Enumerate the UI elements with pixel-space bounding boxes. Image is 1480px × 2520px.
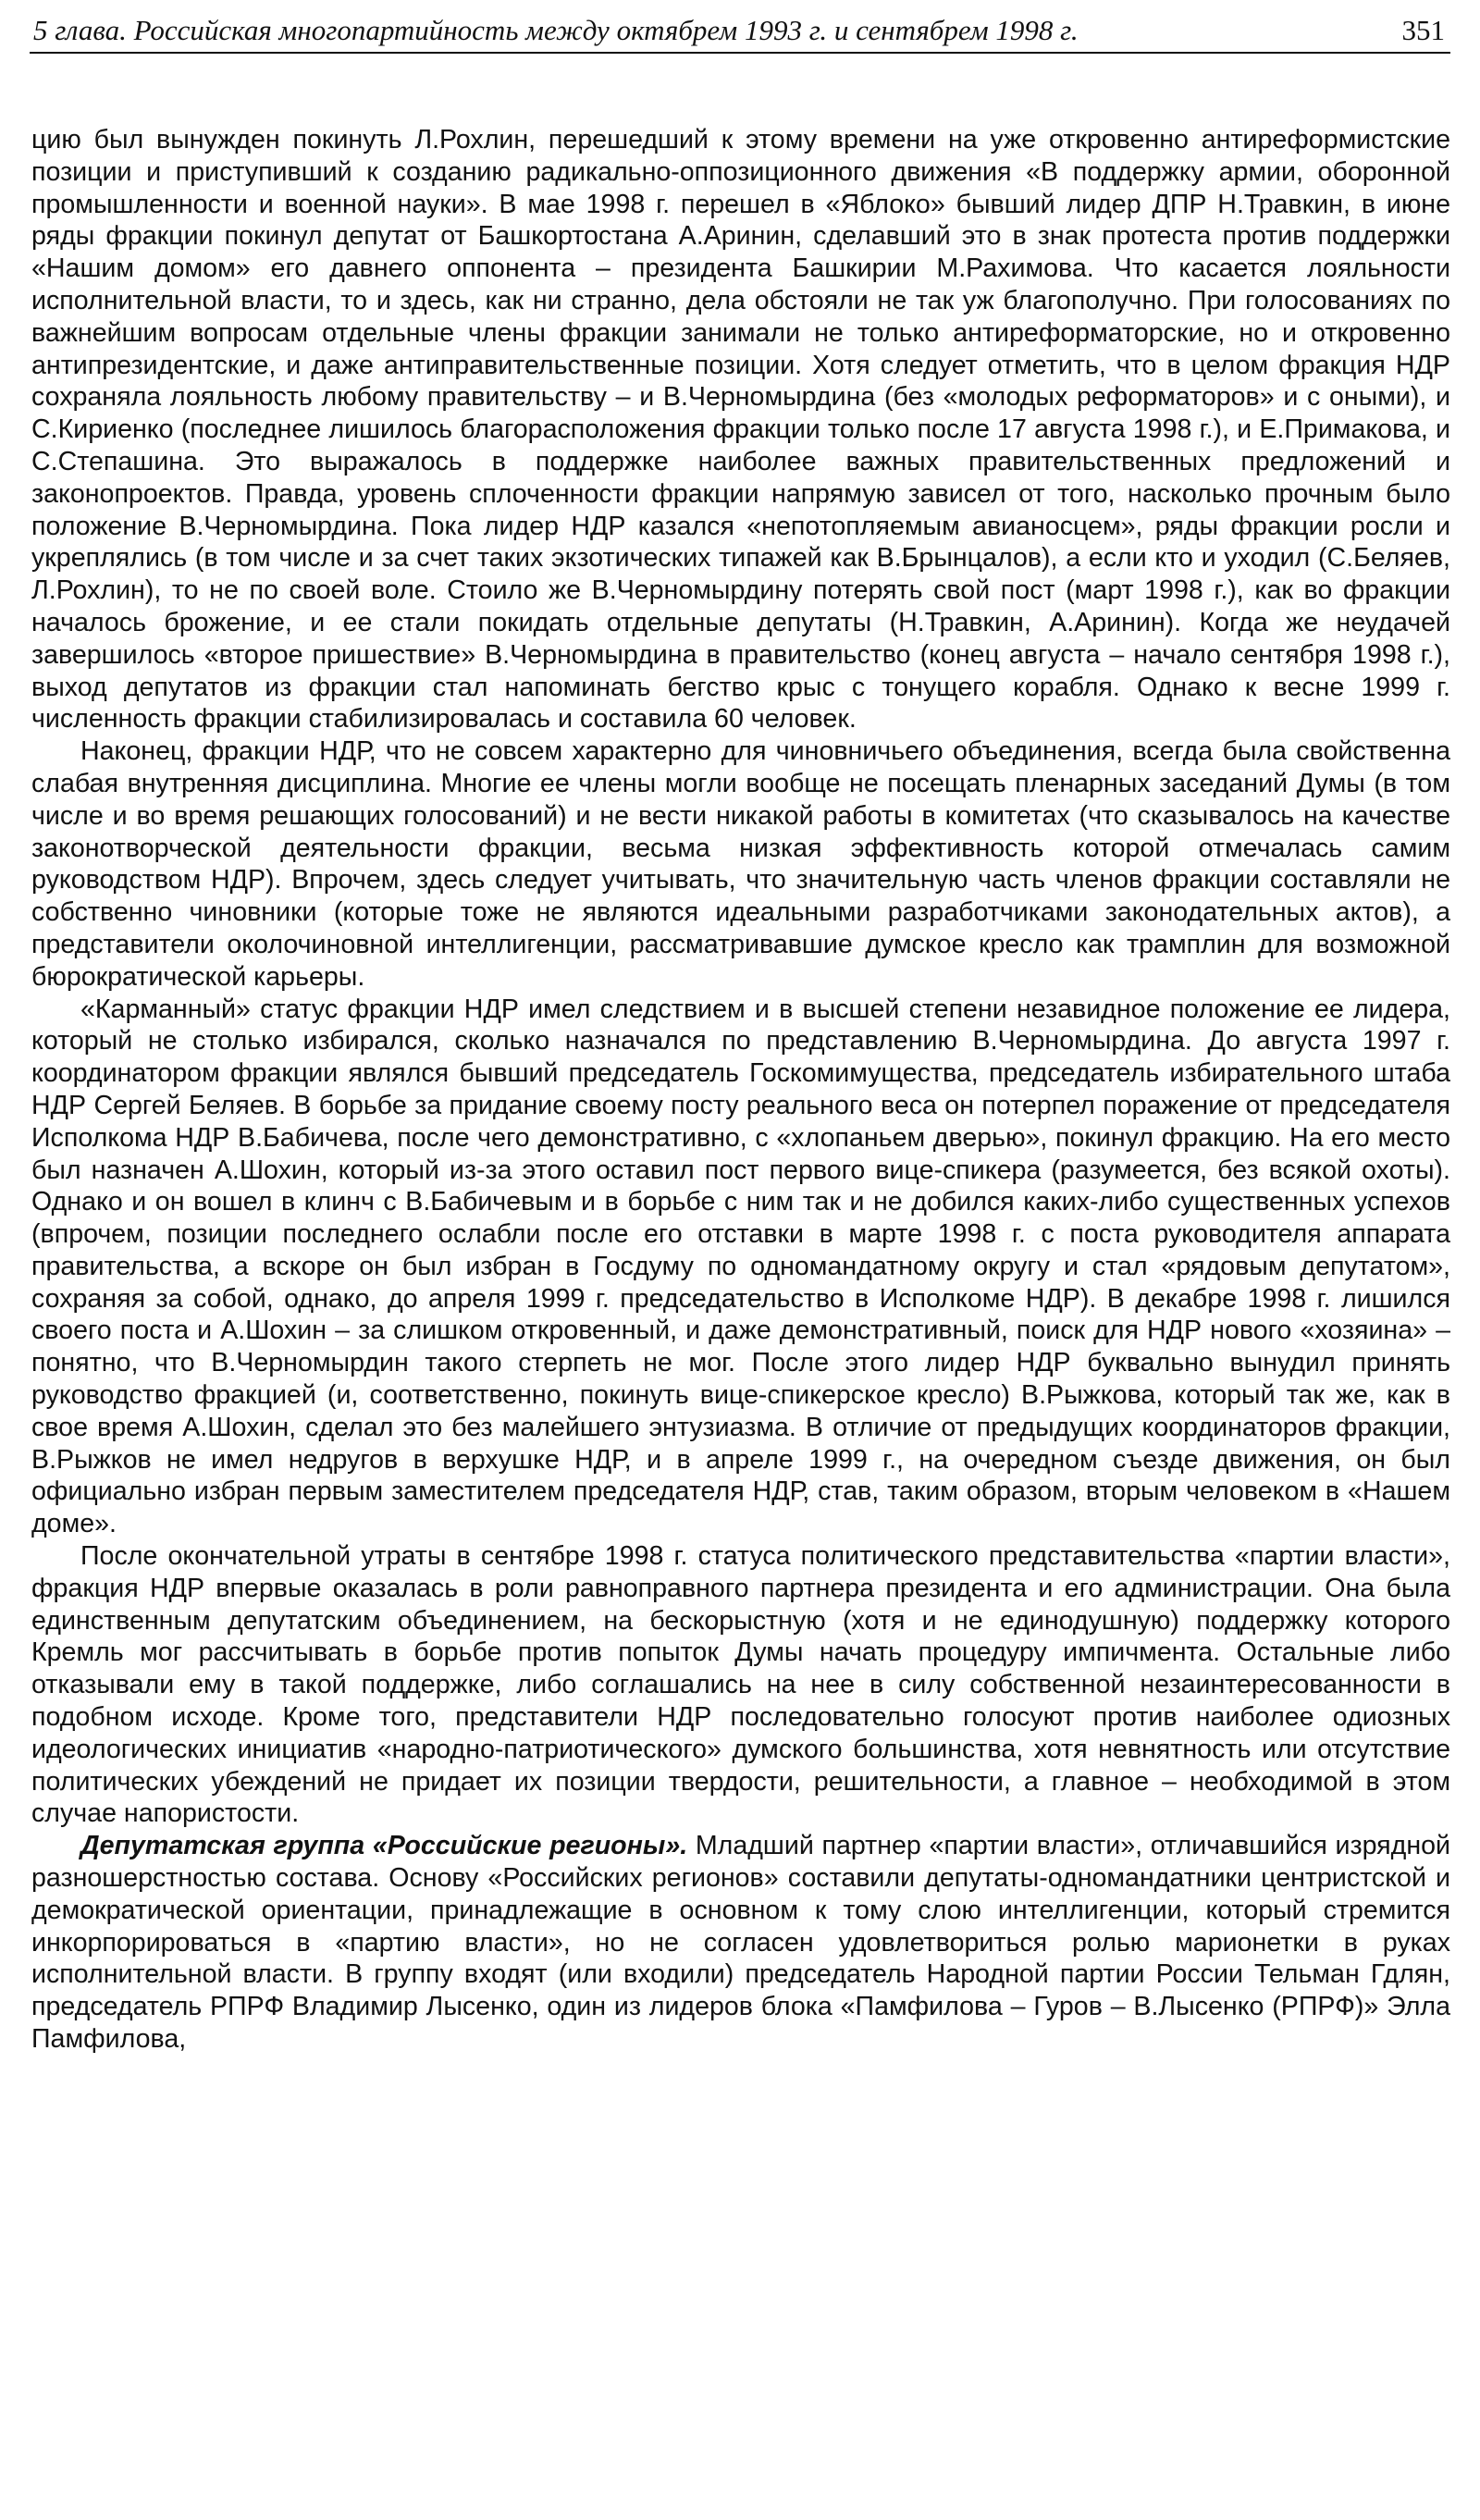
section-heading: Депутатская группа «Российские регионы».: [80, 1831, 688, 1861]
paragraph-text: Младший партнер «партии власти», отличавшийся изрядной разношерстностью состава. Основу «Российских регионов» составили депутаты-одномандатники центристской и демократической ориентации, принадлежащие в основном к тому слою интеллигенции, который стремится инкорпорироваться в «партию власти», но не согласен удовлетвориться ролью марионетки в руках исполнительной власти. В группу входят (или входили) председатель Народной партии России Тельман Гдлян, председатель РПРФ Владимир Лысенко, один из лидеров блока «Памфилова – Гуров – В.Лысенко (РПРФ)» Элла Памфилова,: [31, 1831, 1450, 2055]
body-text: [31, 124, 1450, 2056]
paragraph-with-heading: [31, 1830, 1450, 2056]
page-number: 351: [1401, 14, 1445, 46]
paragraph: Наконец, фракции НДР, что не совсем характерно для чиновничьего объединения, всегда была свойственна слабая внутренняя дисциплина. Многие ее члены могли вообще не посещать пленарных заседаний Думы (в том числе и во время решающих голосований) и не вести никакой работы в комитетах (что сказывалось на качестве законотворческой деятельности фракции, весьма низкая эффективность которой отмечалась самим руководством НДР). Впрочем, здесь следует учитывать, что значительную часть членов фракции составляли не собственно чиновники (которые тоже не являются идеальными разработчиками законодательных актов), а представители околочиновной интеллигенции, рассматривавшие думское кресло как трамплин для возможной бюрократической карьеры.: [31, 736, 1450, 992]
paragraph: цию был вынужден покинуть Л.Рохлин, перешедший к этому времени на уже откровенно антиреформистские позиции и приступивший к созданию радикально-оппозиционного движения «В поддержку армии, оборонной промышленности и военной науки». В мае 1998 г. перешел в «Яблоко» бывший лидер ДПР Н.Травкин, в июне ряды фракции покинул депутат от Башкортостана А.Аринин, сделавший это в знак протеста против поддержки «Нашим домом» его давнего оппонента – президента Башкирии М.Рахимова. Что касается лояльности исполнительной власти, то и здесь, как ни странно, дела обстояли не так уж благополучно. При голосованиях по важнейшим вопросам отдельные члены фракции занимали не только антиреформаторские, но и откровенно антипрезидентские, и даже антиправительственные позиции. Хотя следует отметить, что в целом фракция НДР сохраняла лояльность любому правительству – и В.Черномырдина (без «молодых реформаторов» и с оными), и С.Кириенко (последнее лишилось благорасположения фракции только после 17 августа 1998 г.), и Е.Примакова, и С.Степашина. Это выражалось в поддержке наиболее важных правительственных предложений и законопроектов. Правда, уровень сплоченности фракции напрямую зависел от того, насколько прочным было положение В.Черномырдина. Пока лидер НДР казался «непотопляемым авианосцем», ряды фракции росли и укреплялись (в том числе и за счет таких экзотических типажей как В.Брынцалов), а если кто и уходил (С.Беляев, Л.Рохлин), то не по своей воле. Стоило же В.Черномырдину потерять свой пост (март 1998 г.), как во фракции началось брожение, и ее стали покидать отдельные депутаты (Н.Травкин, А.Аринин). Когда же неудачей завершилось «второе пришествие» В.Черномырдина в правительство (конец августа – начало сентября 1998 г.), выход депутатов из фракции стал напоминать бегство крыс с тонущего корабля. Однако к весне 1999 г. численность фракции стабилизировалась и составила 60 человек.: [31, 125, 1450, 735]
paragraph: После окончательной утраты в сентябре 1998 г. статуса политического представительства «партии власти», фракция НДР впервые оказалась в роли равноправного партнера президента и его администрации. Она была единственным депутатским объединением, на бескорыстную (хотя и не единодушную) поддержку которого Кремль мог рассчитывать в борьбе против попыток Думы начать процедуру импичмента. Остальные либо отказывали ему в такой поддержке, либо соглашались на нее в силу собственной незаинтересованности в подобном исходе. Кроме того, представители НДР последовательно голосуют против наиболее одиозных идеологических инициатив «народно-патриотического» думского большинства, хотя невнятность или отсутствие политических убеждений не придает их позиции твердости, решительности, а главное – необходимой в этом случае напористости.: [31, 1541, 1450, 1829]
paragraph: «Карманный» статус фракции НДР имел следствием и в высшей степени незавидное положение ее лидера, который не столько избирался, сколько назначался по представлению В.Черномырдина. До августа 1997 г. координатором фракции являлся бывший председатель Госкомимущества, председатель избирательного штаба НДР Сергей Беляев. В борьбе за придание своему посту реального веса он потерпел поражение от председателя Исполкома НДР В.Бабичева, после чего демонстративно, с «хлопаньем дверью», покинул фракцию. На его место был назначен А.Шохин, который из-за этого оставил пост первого вице-спикера (разумеется, без всякой охоты). Однако и он вошел в клинч с В.Бабичевым и в борьбе с ним так и не добился каких-либо существенных успехов (впрочем, позиции последнего ослабли после его отставки в марте 1998 г. с поста руководителя аппарата правительства, а вскоре он был избран в Госдуму по одномандатному округу и стал «рядовым депутатом», сохраняя за собой, однако, до апреля 1999 г. председательство в Исполкоме НДР). В декабре 1998 г. лишился своего поста и А.Шохин – за слишком откровенный, и даже демонстративный, поиск для НДР нового «хозяина» – понятно, что В.Черномырдин такого стерпеть не мог. После этого лидер НДР буквально вынудил принять руководство фракцией (и, соответственно, покинуть вице-спикерское кресло) В.Рыжкова, который так же, как в свое время А.Шохин, сделал это без малейшего энтузиазма. В отличие от предыдущих координаторов фракции, В.Рыжков не имел недругов в верхушке НДР, и в апреле 1999 г., на очередном съезде движения, он был официально избран первым заместителем председателя НДР, став, таким образом, вторым человеком в «Нашем доме».: [31, 994, 1450, 1539]
running-header: [30, 9, 1450, 54]
chapter-title: 5 глава. Российская многопартийность между октябрем 1993 г. и сентябрем 1998 г.: [33, 14, 1079, 46]
